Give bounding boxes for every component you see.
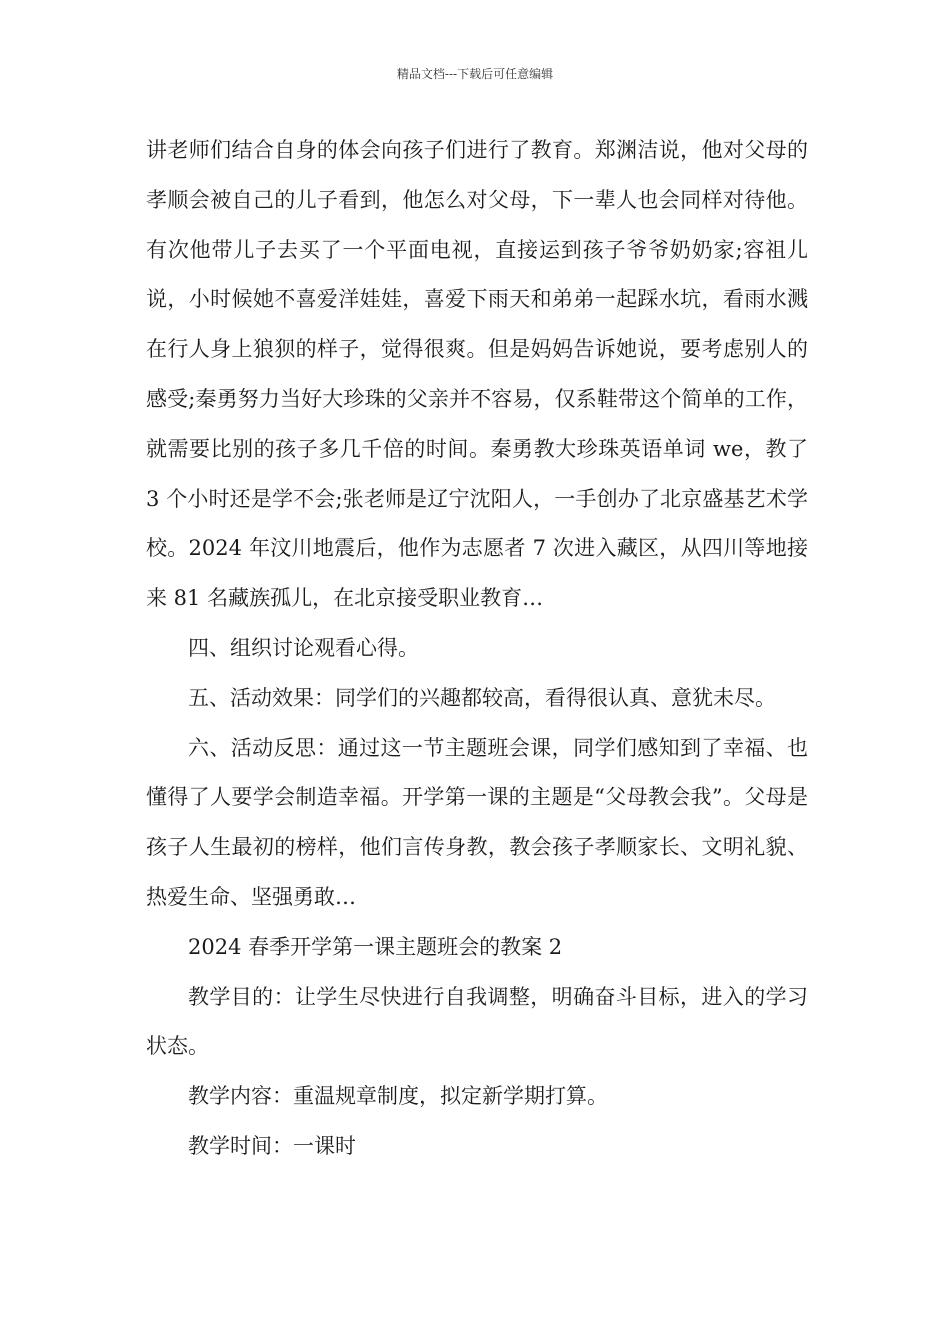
text-line: 她说，要考虑别人的感受;秦勇努力当好大珍珠的父亲并不容易，仅: [146, 337, 809, 411]
text-line: 文明礼貌、热爱生命、坚强勇敢…: [146, 835, 808, 909]
paragraph-section-five: [146, 674, 808, 724]
text-line: 学习状态。: [146, 984, 809, 1059]
text-line: 五、活动效果：同学们的兴趣都较高，看得很认真、意犹未尽。: [188, 685, 776, 710]
text-line: 也懂得了人要学会制造幸福。开学第一课的主题是“父母教会我”。: [146, 735, 808, 810]
text-line: 四、组织讨论观看心得。: [188, 635, 419, 660]
section-heading-lesson-plan-2: [146, 923, 808, 973]
text-line: 教学内容：重温规章制度，拟定新学期打算。: [188, 1084, 608, 1109]
paragraph-teaching-content: [146, 1072, 808, 1122]
text-line: 教学时间：一课时: [188, 1133, 356, 1158]
page-header: 精品文档---下载后可任意编辑: [396, 67, 554, 81]
paragraph-story-excerpt: [146, 126, 808, 624]
text-line: 业教育…: [459, 586, 544, 611]
text-line: 愿者 7 次进入藏区，从四川等地接来 81 名藏族孤儿，在北京接受职: [146, 536, 808, 611]
paragraph-teaching-objective: [146, 973, 808, 1073]
text-line: 系鞋带这个简单的工作，就需要比别的孩子多几千倍的时间。秦勇: [146, 386, 808, 461]
text-line: 父母是孩子人生最初的榜样，他们言传身教，教会孩子孝顺家长、: [146, 785, 808, 860]
text-line: 讲老师们结合自身的体会向孩子们进行了教育。郑渊洁说，他对父: [146, 138, 766, 162]
text-line: 母的孝顺会被自己的儿子看到，他怎么对父母，下一辈人也会同样: [146, 138, 809, 212]
text-line: 奶家;容祖儿说，小时候她不喜爱洋娃娃，喜爱下雨天和弟弟一起踩: [146, 237, 809, 312]
text-line: 教学目的：让学生尽快进行自我调整，明确奋斗目标，进入的: [188, 984, 766, 1009]
paragraph-section-six: [146, 724, 808, 923]
paragraph-teaching-time: [146, 1122, 808, 1172]
text-line: 2024 春季开学第一课主题班会的教案 2: [188, 934, 563, 959]
text-line: 教大珍珠英语单词 we，教了 3 个小时还是学不会;张老师是辽宁沈阳: [146, 436, 809, 511]
text-line: 对待他。有次他带儿子去买了一个平面电视，直接运到孩子爷爷奶: [146, 187, 809, 262]
document-body: [146, 126, 808, 1172]
text-line: 水坑，看雨水溅在行人身上狼狈的样子，觉得很爽。但是妈妈告诉: [146, 287, 809, 362]
text-line: 人，一手创办了北京盛基艺术学校。2024 年汶川地震后，他作为志: [146, 486, 808, 561]
text-line: 六、活动反思：通过这一节主题班会课，同学们感知到了幸福、: [188, 735, 787, 760]
paragraph-section-four: [146, 624, 808, 674]
